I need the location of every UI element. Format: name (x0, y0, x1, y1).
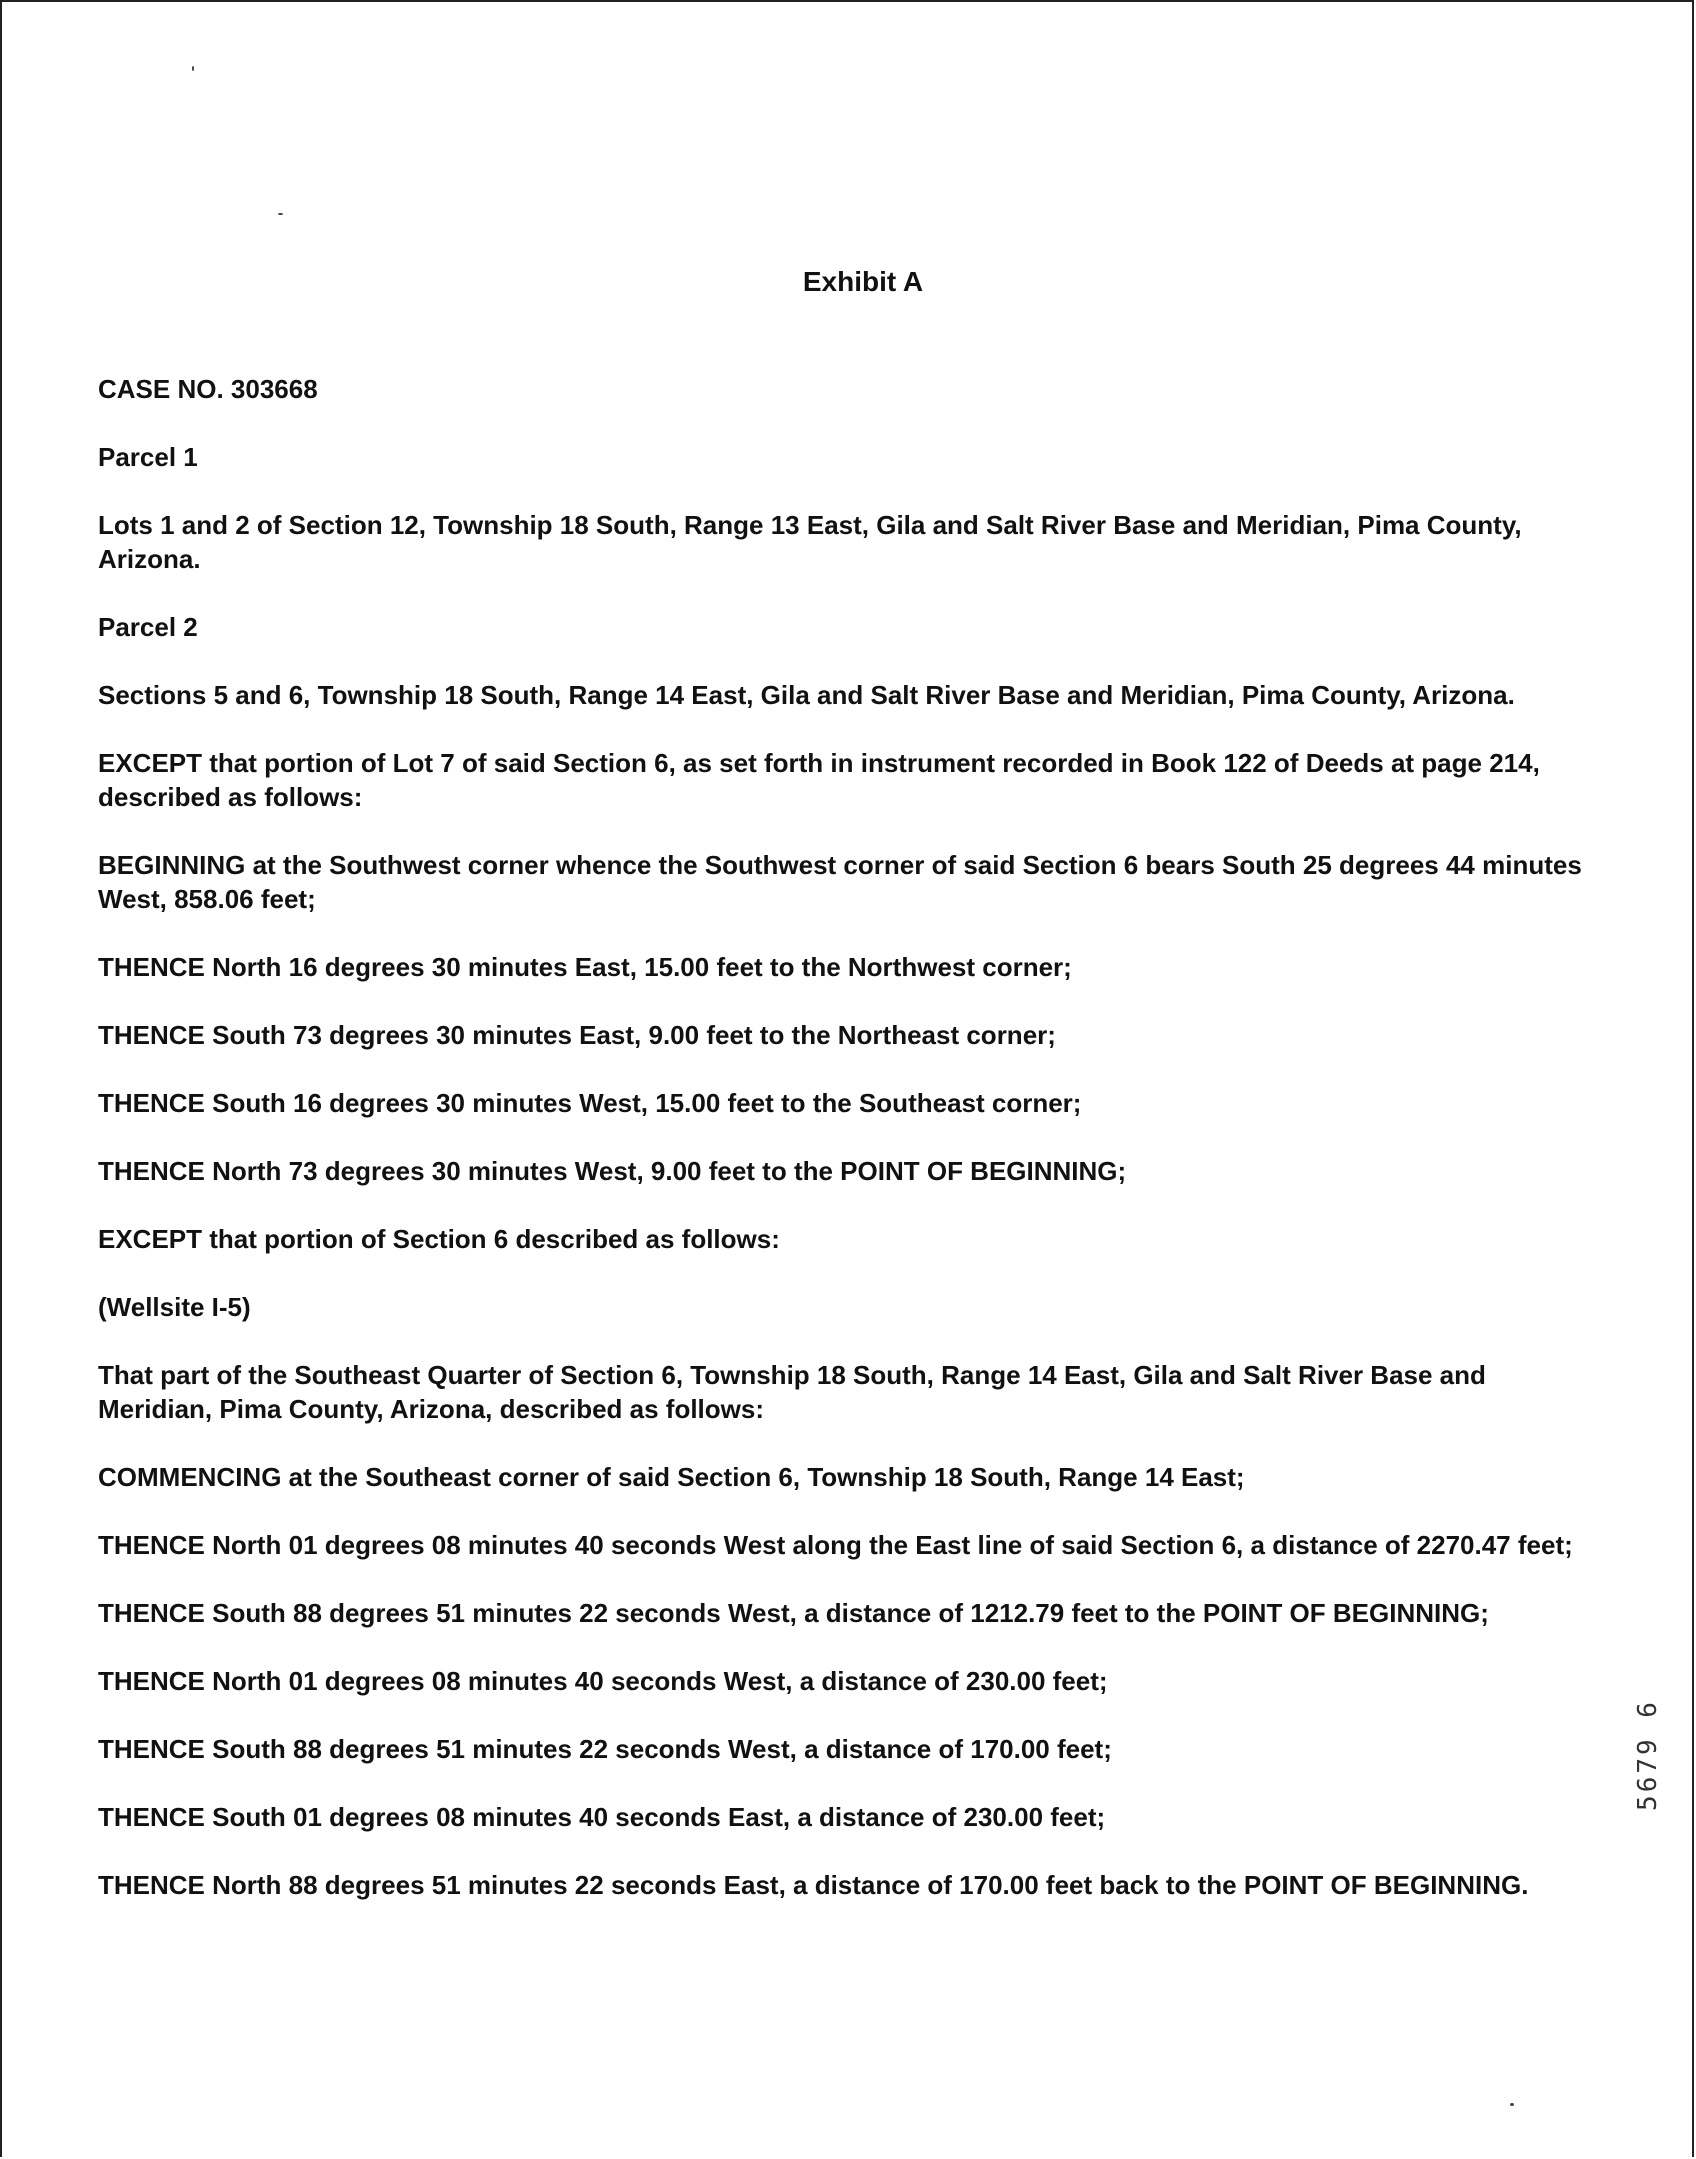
legal-paragraph: THENCE North 16 degrees 30 minutes East, 15.00 feet to the Northwest corner; (98, 952, 1072, 982)
parcel-heading: Parcel 1 (98, 442, 198, 472)
side-stamp-text: 5679 6 (1633, 1699, 1664, 1811)
scan-speck (192, 66, 194, 71)
legal-paragraph: THENCE South 73 degrees 30 minutes East, 9.00 feet to the Northeast corner; (98, 1020, 1056, 1050)
legal-paragraph: THENCE North 88 degrees 51 minutes 22 seconds East, a distance of 170.00 feet back to the POINT OF BEGINNING. (98, 1870, 1529, 1900)
legal-paragraph: THENCE South 01 degrees 08 minutes 40 seconds East, a distance of 230.00 feet; (98, 1802, 1106, 1832)
document-title: Exhibit A (802, 266, 924, 297)
legal-paragraph: COMMENCING at the Southeast corner of said Section 6, Township 18 South, Range 14 East; (98, 1462, 1245, 1492)
parcel-heading: Parcel 2 (98, 612, 198, 642)
document-body (98, 372, 1598, 1936)
scan-speck (278, 213, 283, 215)
legal-paragraph: THENCE South 88 degrees 51 minutes 22 seconds West, a distance of 170.00 feet; (98, 1734, 1112, 1764)
wellsite-label: (Wellsite I-5) (98, 1292, 251, 1322)
legal-paragraph: BEGINNING at the Southwest corner whence the Southwest corner of said Section 6 bears South 25 degrees 44 minutes West, 858.06 feet; (98, 850, 1582, 914)
legal-paragraph: THENCE North 01 degrees 08 minutes 40 seconds West, a distance of 230.00 feet; (98, 1666, 1108, 1696)
scan-speck (1510, 2103, 1514, 2106)
legal-paragraph: THENCE South 88 degrees 51 minutes 22 seconds West, a distance of 1212.79 feet to the POINT OF BEGINNING; (98, 1598, 1489, 1628)
legal-paragraph: EXCEPT that portion of Lot 7 of said Section 6, as set forth in instrument recorded in Book 122 of Deeds at page 214, described as follows: (98, 748, 1540, 812)
legal-paragraph: Lots 1 and 2 of Section 12, Township 18 South, Range 13 East, Gila and Salt River Base and Meridian, Pima County, Arizona. (98, 510, 1522, 574)
legal-paragraph: THENCE South 16 degrees 30 minutes West, 15.00 feet to the Southeast corner; (98, 1088, 1082, 1118)
legal-paragraph: THENCE North 73 degrees 30 minutes West, 9.00 feet to the POINT OF BEGINNING; (98, 1156, 1127, 1186)
legal-paragraph: THENCE North 01 degrees 08 minutes 40 seconds West along the East line of said Section 6, a distance of 2270.47 feet; (98, 1530, 1573, 1560)
legal-paragraph: Sections 5 and 6, Township 18 South, Range 14 East, Gila and Salt River Base and Meridian, Pima County, Arizona. (98, 680, 1515, 710)
side-stamp (1628, 1585, 1668, 1925)
case-number: CASE NO. 303668 (98, 374, 318, 404)
legal-paragraph: That part of the Southeast Quarter of Section 6, Township 18 South, Range 14 East, Gila and Salt River Base and Meridian, Pima County, Arizona, described as follows: (98, 1360, 1486, 1424)
legal-paragraph: EXCEPT that portion of Section 6 described as follows: (98, 1224, 780, 1254)
